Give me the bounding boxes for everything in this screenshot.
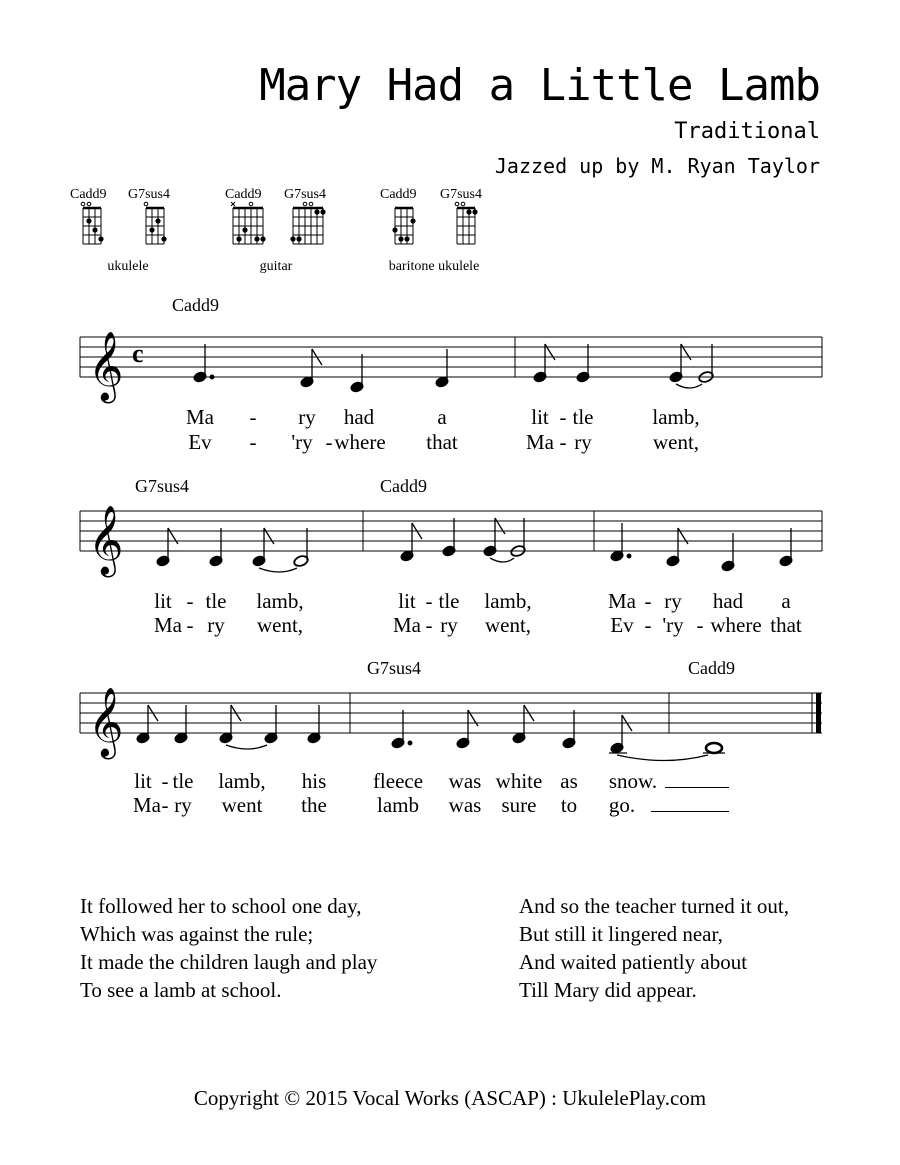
verse-right [519,892,789,1004]
lyric-word: lit [134,769,152,793]
guitar-cadd9-diagram [232,204,266,250]
ukulele-cadd9-diagram [82,204,106,250]
chord-diagram-name: Cadd9 [225,187,262,202]
lyric-hyphen: - [644,589,652,613]
lyric-word: lamb, [218,769,266,793]
song-title: Mary Had a Little Lamb [259,60,820,111]
lyric-word: his [301,769,327,793]
lyric-word: a [437,405,447,429]
lyric-word: Ma [133,793,161,817]
verse-left [80,892,377,1004]
lyric-word: Ma [526,430,554,454]
verse-line: It made the children laugh and play [80,950,378,974]
lyric-word: Ma [393,613,421,637]
lyric-word: ry [298,405,316,429]
lyric-word: went [221,793,263,817]
lyric-word: the [301,793,327,817]
lyric-word: to [560,793,578,817]
lyric-word: 'ry [662,613,684,637]
verse-line: And waited patiently about [519,950,748,974]
lyric-word: tle [172,769,194,793]
instrument-label-ukulele: ukulele [107,259,149,274]
lyric-hyphen: - [161,769,169,793]
lyric-word: tle [572,405,594,429]
lyric-extender [651,811,729,812]
lyric-word: lamb, [652,405,700,429]
baritone-cadd9-diagram [394,204,418,250]
lyric-word: went, [484,613,532,637]
chord-diagram-name: G7sus4 [128,187,171,202]
treble-clef-icon: 𝄞 [88,331,124,401]
lyric-word: ry [664,589,682,613]
lyric-word: a [781,589,791,613]
lyric-word: ry [174,793,192,817]
lyric-word: Ev [188,430,212,454]
lyric-word: was [448,793,482,817]
instrument-label-baritone: baritone ukulele [388,259,480,274]
verse-line: To see a lamb at school. [80,978,282,1002]
lyric-hyphen: - [186,613,194,637]
lyric-extender [665,787,729,788]
lyric-word: fleece [372,769,424,793]
lyric-word: as [560,769,578,793]
verse-line: But still it lingered near, [519,922,723,946]
lyric-word: Ma [608,589,636,613]
music-staff-2 [0,476,900,586]
lyric-word: went, [256,613,304,637]
whole-note [706,743,722,753]
lyric-word: lamb, [484,589,532,613]
lyric-word: 'ry [291,430,313,454]
lyric-word: lit [154,589,172,613]
lyric-word: tle [438,589,460,613]
lyric-word: lamb, [256,589,304,613]
lyric-word: Ev [610,613,634,637]
lyric-word: white [495,769,543,793]
lyric-word: that [770,613,802,637]
lyric-word: had [343,405,375,429]
baritone-g7sus4-diagram [456,204,480,250]
lyric-hyphen: - [249,405,257,429]
copyright-notice: Copyright © 2015 Vocal Works (ASCAP) : UkulelePlay.com [193,1086,707,1110]
chord-symbol: G7sus4 [135,476,190,496]
chord-diagram-name: G7sus4 [440,187,483,202]
lyric-word: snow. [608,769,658,793]
chord-symbol: G7sus4 [367,658,422,678]
lyric-word: ry [574,430,592,454]
verse-line: Which was against the rule; [80,922,314,946]
lyric-word: ry [207,613,225,637]
chord-diagram-name: Cadd9 [380,187,417,202]
ukulele-g7sus4-diagram [145,204,169,250]
chord-diagram-name: Cadd9 [70,187,107,202]
music-staff-3 [0,658,900,768]
lyric-word: lit [531,405,549,429]
lyric-hyphen: - [559,430,567,454]
lyric-word: lit [398,589,416,613]
lyric-word: sure [501,793,537,817]
chord-symbol: Cadd9 [688,658,735,678]
arranger-credit: Jazzed up by M. Ryan Taylor [494,154,820,178]
verse-line: It followed her to school one day, [80,894,362,918]
chord-diagram-name: G7sus4 [284,187,327,202]
lyric-hyphen: - [696,613,704,637]
lyric-word: tle [205,589,227,613]
lyric-word: lamb [377,793,419,817]
song-subtitle: Traditional [674,119,820,144]
lyric-word: had [712,589,744,613]
instrument-label-guitar: guitar [259,259,293,274]
lyric-hyphen: - [425,613,433,637]
lyric-word: go. [608,793,636,817]
final-barline [816,693,821,733]
lyric-word: that [426,430,458,454]
treble-clef-icon: 𝄞 [88,687,124,757]
lyric-hyphen: - [161,793,169,817]
lyric-hyphen: - [559,405,567,429]
lyric-hyphen: - [644,613,652,637]
lyric-word: where [710,613,762,637]
common-time-icon: c [132,339,144,368]
verse-line: Till Mary did appear. [519,978,697,1002]
treble-clef-icon: 𝄞 [88,505,124,575]
lyric-hyphen: - [325,430,333,454]
lyric-word: where [334,430,386,454]
lyric-word: ry [440,613,458,637]
lyric-word: Ma [186,405,214,429]
lyric-hyphen: - [186,589,194,613]
lyric-hyphen: - [249,430,257,454]
music-staff-1 [0,300,900,410]
lyric-hyphen: - [425,589,433,613]
lyric-word: Ma [154,613,182,637]
lyric-word: was [448,769,482,793]
lyric-word: went, [652,430,700,454]
verse-line: And so the teacher turned it out, [519,894,790,918]
chord-symbol: Cadd9 [380,476,427,496]
chord-symbol: Cadd9 [172,295,219,315]
guitar-g7sus4-diagram [292,204,326,250]
